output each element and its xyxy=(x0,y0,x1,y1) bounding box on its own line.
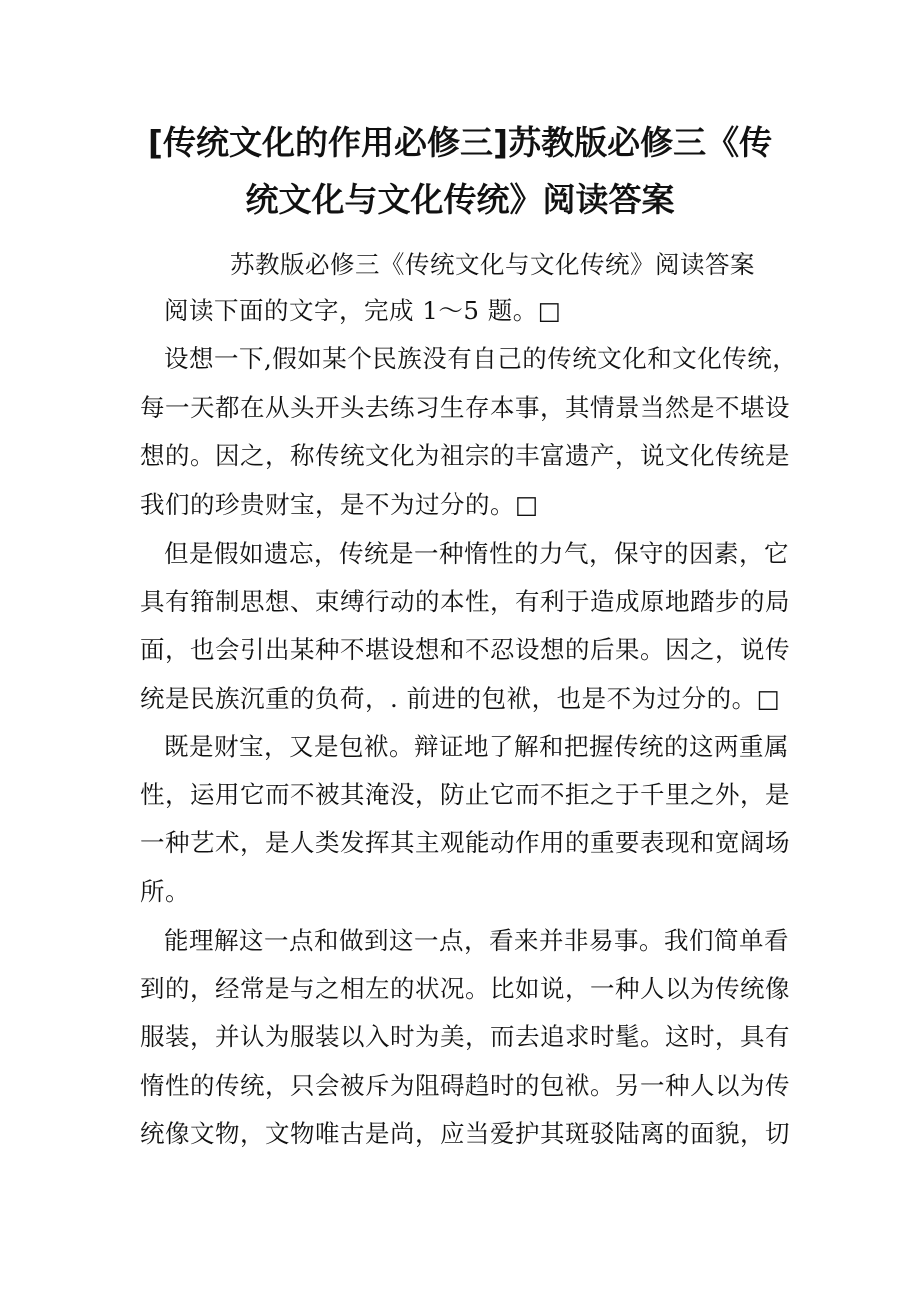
paragraph-line: 设想一下,假如某个民族没有自己的传统文化和文化传统， xyxy=(164,344,798,373)
paragraph-line: 所。 xyxy=(140,877,190,906)
paragraph-line: 服装，并认为服装以入时为美，而去追求时髦。这时，具有 xyxy=(140,1022,790,1051)
paragraph-line: 阅读下面的文字，完成 1～5 题。□ xyxy=(164,296,562,325)
paragraph-line: 具有箝制思想、束缚行动的本性，有利于造成原地踏步的局 xyxy=(140,587,790,616)
document-title-line-1: [传统文化的作用必修三]苏教版必修三《传 xyxy=(147,123,773,162)
paragraph-line: 面，也会引出某种不堪设想和不忍设想的后果。因之，说传 xyxy=(140,635,790,664)
paragraph-line: 统是民族沉重的负荷，. 前进的包袱，也是不为过分的。□ xyxy=(140,684,781,713)
paragraph-line: 既是财宝，又是包袱。辩证地了解和把握传统的这两重属 xyxy=(164,732,789,761)
paragraph-line: 能理解这一点和做到这一点，看来并非易事。我们简单看 xyxy=(164,926,789,955)
paragraph-line: 惰性的传统，只会被斥为阻碍趋时的包袱。另一种人以为传 xyxy=(140,1071,790,1100)
document-subtitle: 苏教版必修三《传统文化与文化传统》阅读答案 xyxy=(230,250,755,279)
paragraph-line: 想的。因之，称传统文化为祖宗的丰富遗产，说文化传统是 xyxy=(140,441,790,470)
paragraph-line: 到的，经常是与之相左的状况。比如说，一种人以为传统像 xyxy=(140,974,790,1003)
document-title-line-2: 统文化与文化传统》阅读答案 xyxy=(245,180,675,219)
paragraph-line: 我们的珍贵财宝，是不为过分的。□ xyxy=(140,490,539,519)
paragraph-line: 统像文物，文物唯古是尚，应当爱护其斑驳陆离的面貌，切 xyxy=(140,1119,790,1148)
paragraph-line: 一种艺术，是人类发挥其主观能动作用的重要表现和宽阔场 xyxy=(140,828,790,857)
paragraph-line: 每一天都在从头开头去练习生存本事，其情景当然是不堪设 xyxy=(140,393,790,422)
paragraph-line: 性，运用它而不被其淹没，防止它而不拒之于千里之外，是 xyxy=(140,780,790,809)
paragraph-line: 但是假如遗忘，传统是一种惰性的力气，保守的因素，它 xyxy=(164,539,789,568)
